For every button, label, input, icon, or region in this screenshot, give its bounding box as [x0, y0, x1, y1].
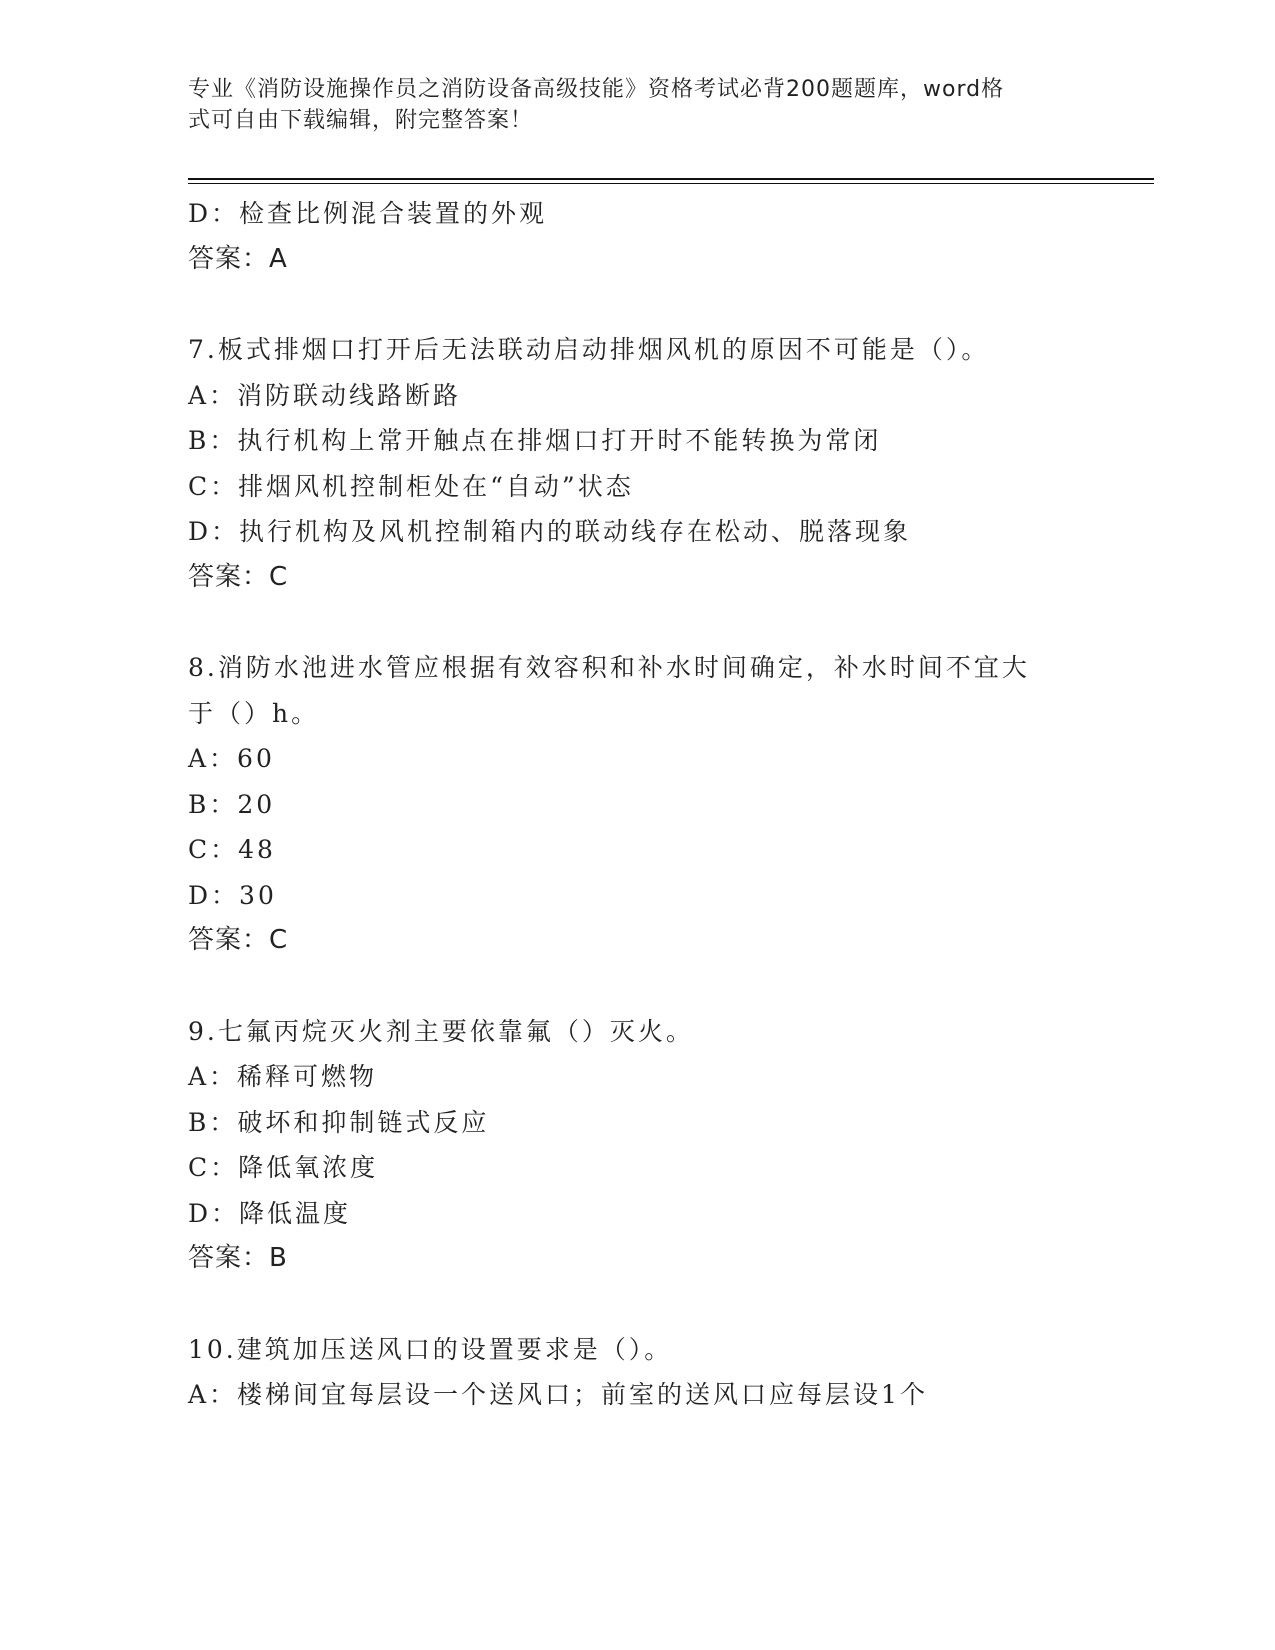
option-c: C：48	[188, 835, 276, 864]
option-a: A：楼梯间宜每层设一个送风口；前室的送风口应每层设1个	[188, 1380, 928, 1409]
question-9	[188, 1009, 1088, 1282]
question-10	[188, 1327, 1088, 1418]
option-a: A：消防联动线路断路	[188, 380, 462, 410]
option-a: A：稀释可燃物	[188, 1062, 378, 1091]
question-stem-line-1: 8.消防水池进水管应根据有效容积和补水时间确定，补水时间不宜大	[188, 653, 1030, 682]
option-d: D：30	[188, 880, 277, 910]
header-line-1: 专业《消防设施操作员之消防设备高级技能》资格考试必背200题题库，word格	[188, 77, 1005, 102]
answer: 答案：A	[188, 243, 288, 274]
answer: 答案：B	[188, 1243, 288, 1273]
question-list	[188, 191, 1088, 1418]
answer: 答案：C	[188, 561, 289, 592]
option-d: D：检查比例混合装置的外观	[188, 199, 548, 228]
question-7	[188, 327, 1088, 600]
spacer	[188, 1282, 1088, 1327]
spacer	[188, 600, 1088, 645]
option-d: D：降低温度	[188, 1198, 352, 1228]
option-b: B：执行机构上常开触点在排烟口打开时不能转换为常闭	[188, 426, 882, 455]
question-stem: 9.七氟丙烷灭火剂主要依靠氟（）灭火。	[188, 1016, 694, 1046]
option-c: C：排烟风机控制柜处在“自动”状态	[188, 471, 634, 501]
question-8	[188, 645, 1088, 964]
question-stem: 7.板式排烟口打开后无法联动启动排烟风机的原因不可能是（）。	[188, 335, 990, 364]
question-stem-line-2: 于（）h。	[188, 698, 320, 728]
question-stem: 10.建筑加压送风口的设置要求是（）。	[188, 1334, 673, 1364]
header-divider-thin	[188, 183, 1154, 184]
option-d: D：执行机构及风机控制箱内的联动线存在松动、脱落现象	[188, 517, 912, 546]
answer: 答案：C	[188, 925, 289, 955]
option-a: A：60	[188, 744, 275, 773]
spacer	[188, 282, 1088, 327]
option-b: B：破坏和抑制链式反应	[188, 1107, 490, 1137]
header-line-2: 式可自由下载编辑，附完整答案！	[188, 108, 534, 133]
option-b: B：20	[188, 789, 276, 819]
header-divider-thick	[188, 178, 1154, 180]
question-6-tail	[188, 191, 1088, 282]
option-c: C：降低氧浓度	[188, 1153, 379, 1182]
document-header	[188, 74, 1068, 136]
spacer	[188, 964, 1088, 1009]
